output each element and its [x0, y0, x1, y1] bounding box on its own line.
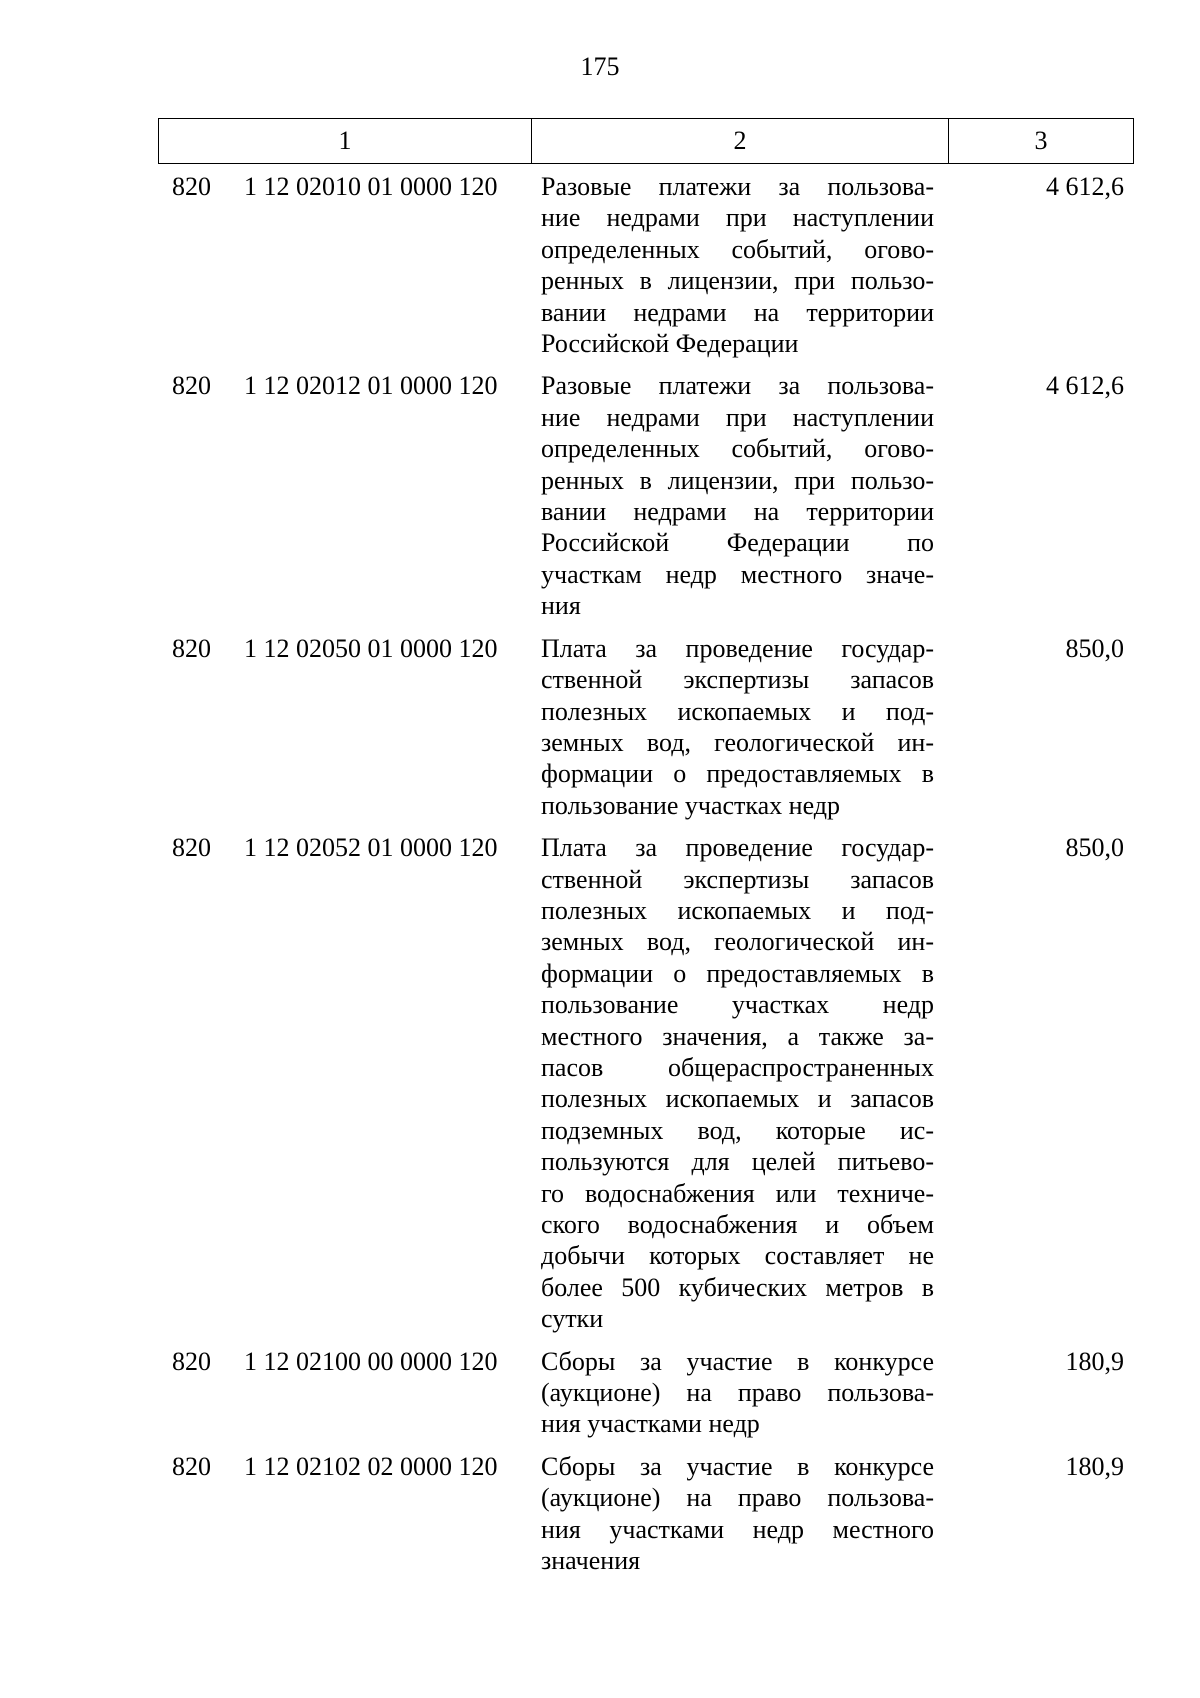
income-name-line: более 500 кубических метров в — [541, 1272, 934, 1302]
admin-code: 820 — [172, 371, 211, 401]
income-name — [541, 1346, 934, 1440]
admin-code: 820 — [172, 172, 211, 201]
income-name-line: Разовые платежи за пользова- — [541, 371, 934, 401]
income-name-line: ния — [541, 591, 581, 621]
income-name-line: Российской Федерации по — [541, 528, 934, 558]
income-name-line: Российской Федерации — [541, 329, 799, 359]
header-col-2: 2 — [532, 119, 949, 163]
income-name-line: земных вод, геологической ин- — [541, 927, 934, 957]
table-row — [158, 1451, 1134, 1577]
income-name-line: пользование участках недр — [541, 990, 934, 1020]
income-name-line: пользование участках недр — [541, 790, 840, 820]
income-name-line: пасов общераспространенных — [541, 1052, 934, 1082]
income-name-line: Сборы за участие в конкурсе — [541, 1346, 934, 1376]
table-body — [158, 171, 1134, 1587]
income-name-line: (аукционе) на право пользова- — [541, 1483, 934, 1513]
table-row — [158, 171, 1134, 359]
income-name-line: ние недрами при наступлении — [541, 402, 934, 432]
income-name-line: формации о предоставляемых в — [541, 958, 934, 988]
budget-code: 1 12 02102 02 0000 120 — [244, 1451, 498, 1481]
income-name-line: добычи которых составляет не — [541, 1241, 934, 1271]
amount: 850,0 — [1065, 833, 1124, 863]
income-name — [541, 832, 934, 1335]
income-name-line: полезных ископаемых и под- — [541, 696, 934, 726]
income-name-line: ственной экспертизы запасов — [541, 665, 934, 695]
income-name — [541, 633, 934, 821]
income-name-line: (аукционе) на право пользова- — [541, 1378, 934, 1408]
income-name-line: ния участками недр — [541, 1409, 760, 1439]
income-name-line: полезных ископаемых и под- — [541, 895, 934, 925]
income-name-line: пользуются для целей питьево- — [541, 1147, 934, 1177]
income-name-line: земных вод, геологической ин- — [541, 727, 934, 757]
income-name — [541, 1451, 934, 1577]
income-name-line: ского водоснабжения и объем — [541, 1210, 934, 1239]
budget-code: 1 12 02052 01 0000 120 — [244, 833, 498, 863]
amount: 850,0 — [1065, 633, 1124, 663]
income-name-line: Плата за проведение государ- — [541, 833, 934, 863]
income-name-line: местного значения, а также за- — [541, 1021, 934, 1051]
income-name-line: ния участками недр местного — [541, 1514, 934, 1544]
table-header — [158, 118, 1134, 164]
income-name-line: ственной экспертизы запасов — [541, 864, 934, 894]
income-name-line: ние недрами при наступлении — [541, 203, 934, 233]
budget-code: 1 12 02010 01 0000 120 — [244, 172, 498, 201]
budget-code: 1 12 02012 01 0000 120 — [244, 371, 498, 401]
table-row — [158, 1346, 1134, 1440]
amount: 4 612,6 — [1046, 371, 1124, 401]
income-name-line: определенных событий, огово- — [541, 434, 934, 464]
amount: 180,9 — [1065, 1346, 1124, 1376]
amount: 4 612,6 — [1046, 172, 1124, 201]
admin-code: 820 — [172, 1451, 211, 1481]
income-name-line: полезных ископаемых и запасов — [541, 1084, 934, 1114]
header-col-3: 3 — [1034, 126, 1048, 155]
income-name — [541, 171, 934, 359]
admin-code: 820 — [172, 633, 211, 663]
admin-code: 820 — [172, 1346, 211, 1376]
income-name-line: определенных событий, огово- — [541, 234, 934, 264]
income-name-line: участкам недр местного значе- — [541, 559, 934, 589]
table-row — [158, 832, 1134, 1335]
income-name-line: ренных в лицензии, при пользо- — [541, 465, 934, 495]
income-name-line: формации о предоставляемых в — [541, 759, 934, 789]
income-name-line: значения — [541, 1546, 641, 1576]
income-name-line: вании недрами на территории — [541, 497, 934, 527]
income-name — [541, 370, 934, 621]
income-name-line: Сборы за участие в конкурсе — [541, 1451, 934, 1481]
amount: 180,9 — [1065, 1451, 1124, 1481]
admin-code: 820 — [172, 833, 211, 863]
income-name-line: подземных вод, которые ис- — [541, 1115, 934, 1145]
page-number: 175 — [580, 52, 620, 81]
income-name-line: сутки — [541, 1304, 604, 1334]
budget-code: 1 12 02050 01 0000 120 — [244, 633, 498, 663]
budget-code: 1 12 02100 00 0000 120 — [244, 1346, 498, 1376]
income-name-line: ренных в лицензии, при пользо- — [541, 266, 934, 296]
header-col-1: 1 — [159, 119, 532, 163]
income-name-line: Плата за проведение государ- — [541, 633, 934, 663]
table-row — [158, 633, 1134, 821]
income-name-line: Разовые платежи за пользова- — [541, 172, 934, 201]
income-name-line: го водоснабжения или техниче- — [541, 1178, 934, 1208]
table-row — [158, 370, 1134, 621]
income-name-line: вании недрами на территории — [541, 297, 934, 327]
